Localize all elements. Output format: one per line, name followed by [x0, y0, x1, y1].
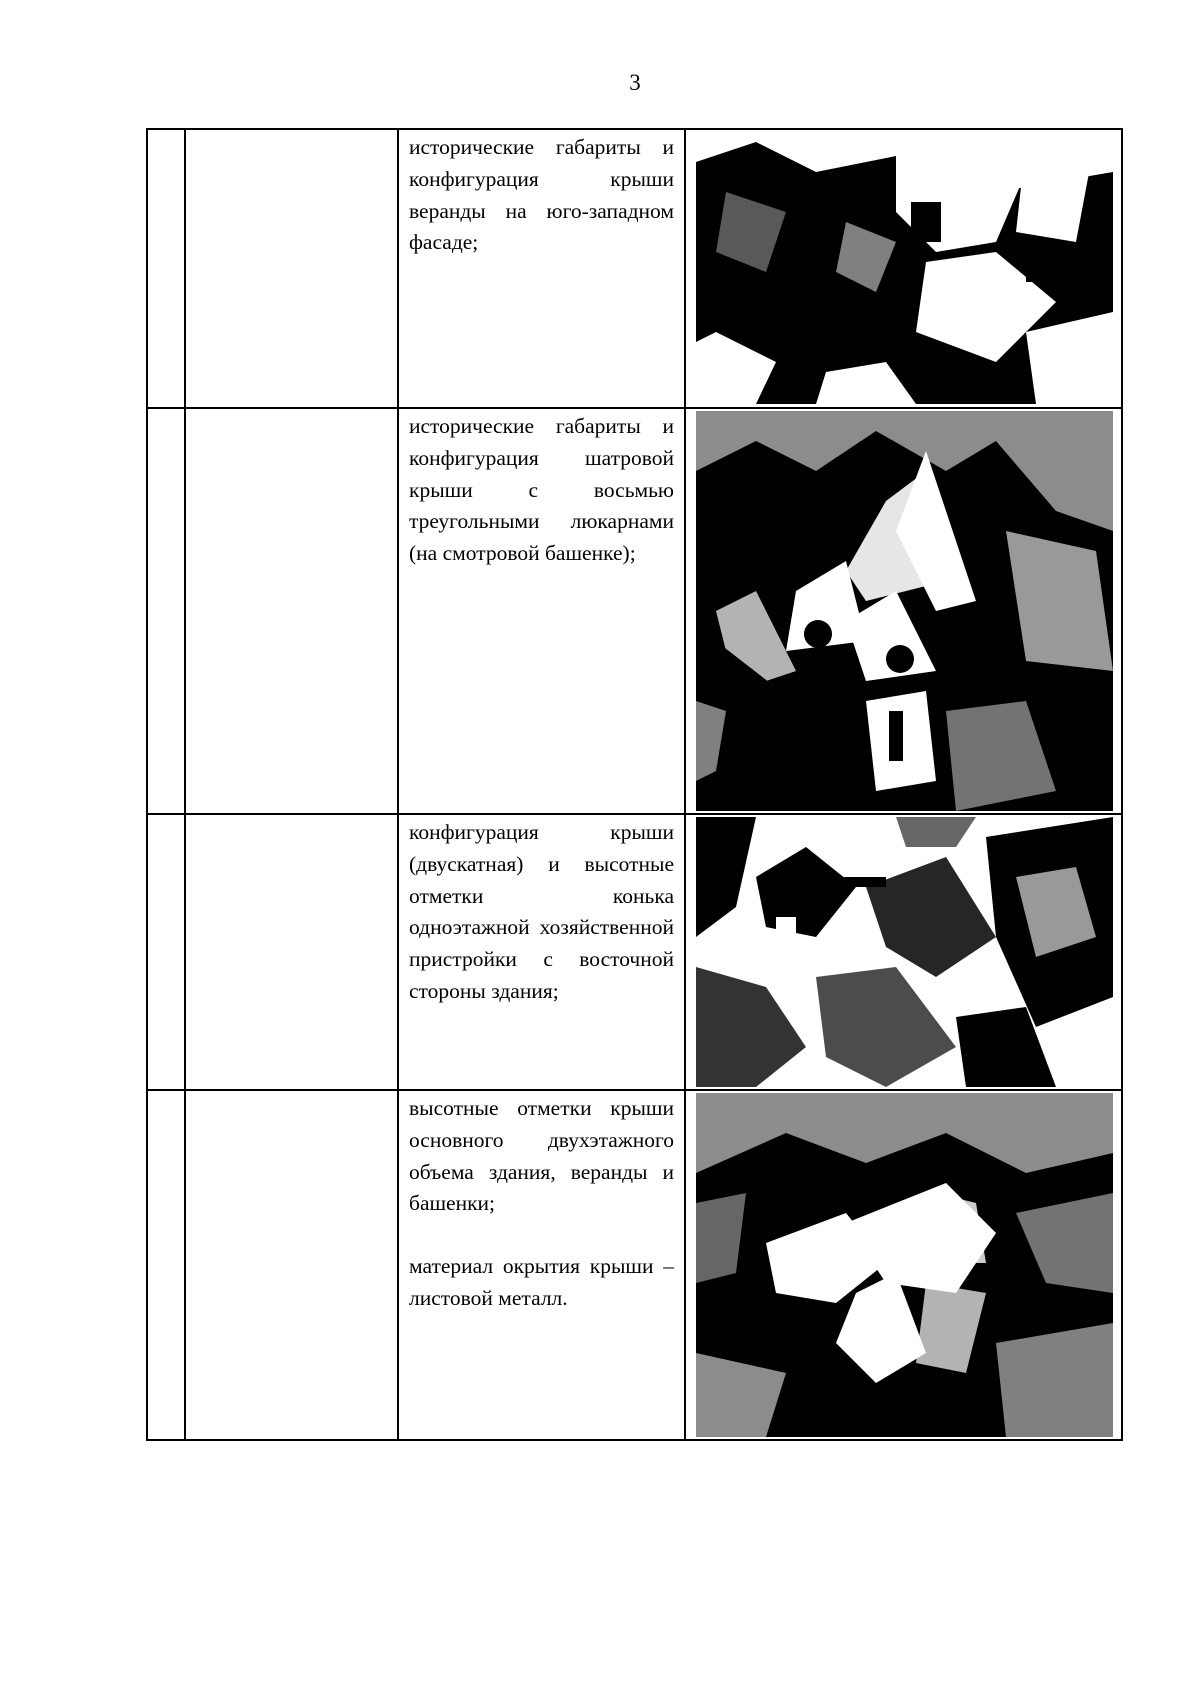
- description-text: исторические габариты и конфигурация шатровой крыши с восьмью треугольными люкарнами (на смотровой башенке);: [409, 414, 674, 566]
- description-cell: [398, 814, 685, 1090]
- number-cell: [147, 129, 185, 408]
- photo-main-roof-aerial: [696, 1093, 1113, 1437]
- description-text: исторические габариты и конфигурация крыши веранды на юго-западном фасаде;: [409, 135, 674, 255]
- description-cell: [398, 129, 685, 408]
- table-row: [147, 129, 1122, 408]
- object-name-cell: [185, 408, 398, 814]
- veranda-roof-image: [696, 132, 1113, 404]
- photo-cell: [685, 129, 1122, 408]
- photo-veranda-roof: [696, 132, 1113, 404]
- description-text: материал окрытия крыши – листовой металл.: [409, 1254, 674, 1310]
- table-row: [147, 1090, 1122, 1440]
- tower-hip-roof-image: [696, 411, 1113, 811]
- photo-cell: [685, 1090, 1122, 1440]
- number-cell: [147, 408, 185, 814]
- table-row: [147, 814, 1122, 1090]
- photo-cell: [685, 814, 1122, 1090]
- page-number: 3: [629, 70, 641, 95]
- number-cell: [147, 814, 185, 1090]
- table-row: [147, 408, 1122, 814]
- annex-gable-roof-image: [696, 817, 1113, 1087]
- roof-features-table: [146, 128, 1123, 1441]
- photo-tower-hip-roof: [696, 411, 1113, 811]
- description-cell: [398, 1090, 685, 1440]
- description-text: конфигурация крыши (двускатная) и высотные отметки конька одноэтажной хозяйственной пристройки с восточной стороны здания;: [409, 820, 674, 1003]
- description-cell: [398, 408, 685, 814]
- photo-cell: [685, 408, 1122, 814]
- photo-annex-gable-roof: [696, 817, 1113, 1087]
- object-name-cell: [185, 129, 398, 408]
- object-name-cell: [185, 1090, 398, 1440]
- description-text: высотные отметки крыши основного двухэтажного объема здания, веранды и башенки;: [409, 1096, 674, 1216]
- object-name-cell: [185, 814, 398, 1090]
- main-roof-aerial-image: [696, 1093, 1113, 1437]
- number-cell: [147, 1090, 185, 1440]
